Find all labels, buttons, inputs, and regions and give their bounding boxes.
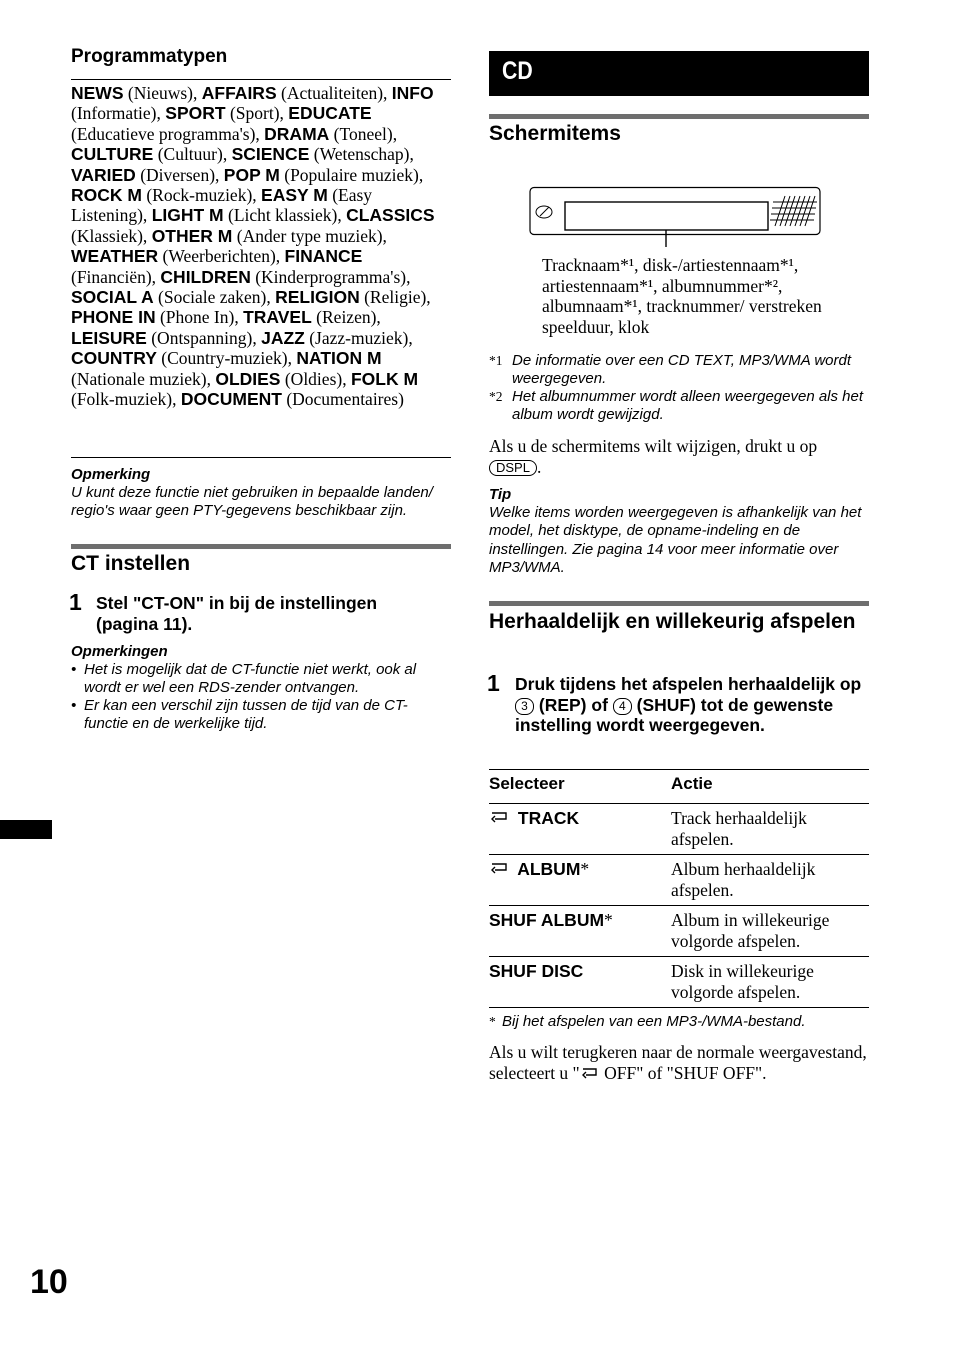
table-footnote bbox=[489, 1013, 869, 1033]
programme-type-code: EASY M bbox=[261, 185, 328, 206]
table-header bbox=[489, 770, 869, 804]
programme-type-desc: (Financiën), bbox=[71, 266, 157, 287]
programme-type-desc: (Documentaires) bbox=[286, 389, 404, 410]
repeat-icon bbox=[580, 1067, 600, 1080]
section-rule bbox=[71, 544, 451, 549]
select-label: ALBUM bbox=[517, 859, 581, 879]
section-rule bbox=[489, 601, 869, 606]
footnote-mark: *2 bbox=[489, 389, 503, 404]
programme-type-code: INFO bbox=[391, 83, 434, 103]
step-text-c: (SHUF) tot de gewenste instelling wordt weergegeven. bbox=[515, 694, 834, 735]
repeat-icon bbox=[489, 811, 513, 825]
table-header-cell: Actie bbox=[671, 774, 713, 793]
programme-type-desc: (Nieuws), bbox=[127, 83, 198, 103]
select-label: SHUF ALBUM bbox=[489, 910, 605, 930]
programme-type-desc: (Cultuur), bbox=[157, 144, 228, 165]
programme-type-desc: (Wetenschap), bbox=[313, 144, 414, 165]
key-3-icon: 3 bbox=[515, 698, 534, 715]
programme-type-desc: (Toneel), bbox=[333, 123, 398, 144]
programme-type-desc: (Sociale zaken), bbox=[158, 287, 271, 308]
programme-type-desc: (Jazz-muziek), bbox=[309, 327, 413, 348]
programme-type-code: COUNTRY bbox=[71, 348, 157, 369]
footnote-text: De informatie over een CD TEXT, MP3/WMA wordt weergegeven. bbox=[512, 352, 851, 388]
programme-type-desc: (Kinderprogramma's), bbox=[255, 266, 411, 287]
table-cell-action: Album herhaaldelijk afspelen. bbox=[671, 855, 869, 906]
table-cell-select bbox=[489, 855, 671, 906]
table-cell-select bbox=[489, 804, 671, 855]
programme-type-code: RELIGION bbox=[275, 287, 360, 308]
programme-type-code: ROCK M bbox=[71, 185, 142, 206]
body-text-end: . bbox=[536, 456, 542, 477]
programme-type-desc: (Weerberichten), bbox=[162, 246, 281, 267]
notes-heading: Opmerkingen bbox=[71, 643, 168, 660]
tip-heading: Tip bbox=[489, 486, 512, 503]
programme-type-desc: (Populaire muziek), bbox=[284, 164, 424, 185]
bullet-icon: • bbox=[71, 661, 77, 678]
step-text-a: Druk tijdens het afspelen herhaaldelijk op bbox=[515, 674, 862, 694]
programme-type-desc: (Ander type muziek), bbox=[236, 225, 387, 246]
programme-type-desc: (Phone In), bbox=[159, 307, 239, 328]
footnote-mark: *1 bbox=[489, 353, 503, 368]
closing-text-b: OFF" of "SHUF OFF". bbox=[599, 1062, 767, 1083]
programme-type-code: NEWS bbox=[71, 83, 124, 103]
schermitems-heading: Schermitems bbox=[489, 122, 621, 145]
programme-type-code: CLASSICS bbox=[346, 205, 435, 226]
table-row bbox=[489, 957, 869, 1008]
select-label: TRACK bbox=[517, 808, 580, 828]
table-row bbox=[489, 855, 869, 906]
programme-type-code: NATION M bbox=[296, 348, 382, 369]
repeat-shuffle-table bbox=[489, 769, 869, 1008]
text-area bbox=[565, 202, 768, 230]
programme-type-desc: (Licht klassiek), bbox=[228, 205, 342, 226]
programme-type-desc: (Folk-muziek), bbox=[71, 389, 177, 410]
programme-type-code: LIGHT M bbox=[151, 205, 224, 226]
programme-type-code: JAZZ bbox=[261, 327, 305, 348]
step-text-b: (REP) of bbox=[538, 694, 608, 715]
programme-type-desc: (Educatieve programma's), bbox=[71, 123, 260, 144]
banner-title: CD bbox=[502, 57, 533, 85]
programme-type-code: CULTURE bbox=[71, 144, 154, 165]
programme-type-code: FOLK M bbox=[350, 368, 419, 389]
key-4-icon: 4 bbox=[613, 698, 632, 715]
programme-type-code: SCIENCE bbox=[231, 144, 310, 165]
bullet-text: Het is mogelijk dat de CT-functie niet werkt, ook al wordt er wel een RDS-zender ontvangen. bbox=[84, 661, 417, 697]
table-cell-action: Album in willekeurige volgorde afspelen. bbox=[671, 906, 869, 957]
select-label: SHUF DISC bbox=[489, 961, 584, 981]
programme-type-code: POP M bbox=[223, 164, 280, 185]
programme-type-desc: (Diversen), bbox=[140, 164, 220, 185]
programme-type-code: AFFAIRS bbox=[201, 83, 277, 103]
table-cell-select bbox=[489, 957, 671, 1008]
programme-type-list bbox=[71, 83, 451, 410]
herhaal-heading: Herhaaldelijk en willekeurig afspelen bbox=[489, 610, 856, 633]
programme-type-code: EDUCATE bbox=[288, 103, 372, 124]
table-row bbox=[489, 906, 869, 957]
footnote-mark: * bbox=[489, 1014, 496, 1029]
step-text: Stel "CT-ON" in bij de instellingen (pagina 11). bbox=[96, 593, 378, 634]
programme-type-code: CHILDREN bbox=[160, 266, 251, 287]
closing-text bbox=[489, 1042, 869, 1083]
table-row bbox=[489, 804, 869, 855]
footnote bbox=[489, 352, 869, 388]
dspl-button-icon: DSPL bbox=[489, 460, 537, 476]
programme-type-code: VARIED bbox=[71, 164, 136, 185]
ct-heading: CT instellen bbox=[71, 552, 191, 575]
note-text: U kunt deze functie niet gebruiken in bepaalde landen/ regio's waar geen PTY-gegevens beschikbaar zijn. bbox=[71, 484, 433, 520]
programme-type-desc: (Rock-muziek), bbox=[146, 185, 257, 206]
programme-type-code: DOCUMENT bbox=[180, 389, 282, 410]
programme-type-desc: (Easy Listening), bbox=[71, 185, 373, 226]
programme-type-code: SPORT bbox=[165, 103, 226, 124]
programme-type-code: TRAVEL bbox=[243, 307, 312, 328]
repeat-icon bbox=[489, 862, 513, 876]
step-number: 1 bbox=[69, 589, 82, 615]
programme-type-desc: (Country-muziek), bbox=[161, 348, 292, 369]
table-cell-select bbox=[489, 906, 671, 957]
programmatypen-heading: Programmatypen bbox=[71, 46, 228, 67]
divider bbox=[71, 457, 451, 458]
display-illustration bbox=[529, 186, 823, 248]
programme-type-code: WEATHER bbox=[71, 246, 159, 267]
programme-type-desc: (Klassiek), bbox=[71, 225, 148, 246]
programme-type-code: PHONE IN bbox=[71, 307, 156, 328]
table-header-cell: Selecteer bbox=[489, 774, 565, 793]
section-banner bbox=[489, 51, 869, 96]
footnote-star: * bbox=[604, 910, 613, 930]
bullet-text: Er kan een verschil zijn tussen de tijd van de CT-functie en de werkelijke tijd. bbox=[84, 697, 408, 733]
programme-type-code: OLDIES bbox=[215, 368, 281, 389]
programme-type-code: SOCIAL A bbox=[71, 287, 154, 308]
programme-type-code: OTHER M bbox=[151, 225, 233, 246]
body-text-main: Als u de schermitems wilt wijzigen, drukt u op bbox=[489, 436, 818, 456]
note-heading: Opmerking bbox=[71, 466, 151, 483]
footnote bbox=[489, 388, 869, 424]
step-number: 1 bbox=[487, 670, 500, 696]
programme-type-desc: (Oldies), bbox=[284, 368, 347, 389]
section-rule bbox=[489, 114, 869, 119]
page-number: 10 bbox=[30, 1263, 68, 1301]
body-text bbox=[489, 436, 869, 477]
table-cell-action: Track herhaaldelijk afspelen. bbox=[671, 804, 869, 855]
footnote-text: Het albumnummer wordt alleen weergegeven als het album wordt gewijzigd. bbox=[512, 388, 864, 424]
programme-type-desc: (Actualiteiten), bbox=[281, 83, 388, 103]
programme-type-code: FINANCE bbox=[284, 246, 363, 267]
programme-type-desc: (Ontspanning), bbox=[151, 327, 257, 348]
step-text bbox=[515, 674, 871, 736]
divider bbox=[71, 79, 451, 80]
closing-text-a: Als u wilt terugkeren naar de normale weergavestand, selecteert u " bbox=[489, 1042, 867, 1083]
bullet-icon: • bbox=[71, 697, 77, 714]
footnote-text: Bij het afspelen van een MP3-/WMA-bestand. bbox=[502, 1013, 806, 1030]
tip-text: Welke items worden weergegeven is afhankelijk van het model, het disktype, de opname-indeling en de instellingen. Zie pagina 14 voor meer informatie over MP3/WMA. bbox=[489, 504, 862, 576]
footnote-star: * bbox=[580, 859, 590, 879]
programme-type-desc: (Religie), bbox=[364, 287, 431, 308]
programme-type-code: LEISURE bbox=[71, 327, 147, 348]
programme-type-desc: (Informatie), bbox=[71, 103, 161, 124]
programme-type-desc: (Nationale muziek), bbox=[71, 368, 211, 389]
language-tab-marker bbox=[0, 820, 52, 839]
display-caption: Tracknaam*¹, disk-/artiestennaam*¹, artiestennaam*¹, albumnummer*², albumnaam*¹, tracknummer/ verstreken speelduur, klok bbox=[542, 255, 822, 337]
programme-type-desc: (Reizen), bbox=[316, 307, 381, 328]
programme-type-code: DRAMA bbox=[264, 123, 330, 144]
programme-type-desc: (Sport), bbox=[229, 103, 284, 124]
table-cell-action: Disk in willekeurige volgorde afspelen. bbox=[671, 957, 869, 1008]
